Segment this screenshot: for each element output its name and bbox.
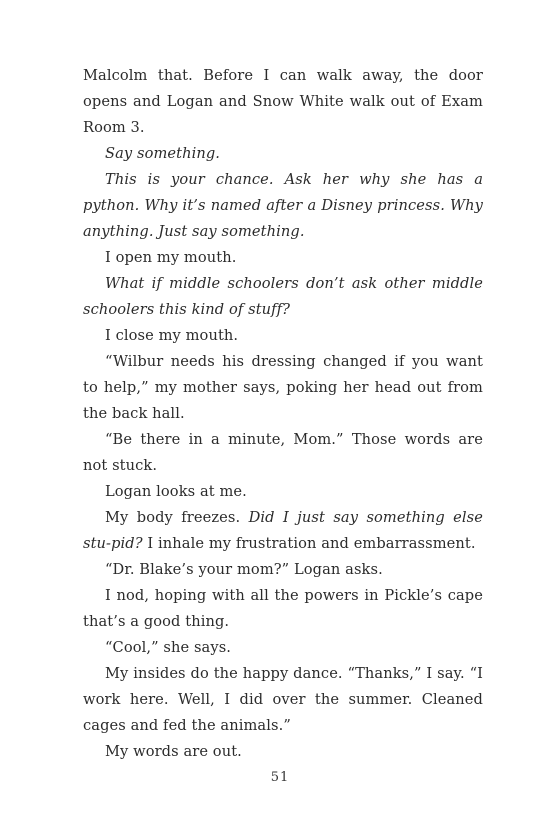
text-run: I nod, hoping with all the powers in Pickle’s cape that’s a good thing.	[83, 587, 483, 630]
text-run: I inhale my frustration and embarrassment.	[142, 535, 476, 552]
paragraph	[83, 635, 483, 661]
text-run: Malcolm that. Before I can walk away, the door opens and Logan and Snow White walk out of Exam Room 3.	[83, 67, 483, 136]
paragraph	[83, 167, 483, 245]
text-run: “Be there in a minute, Mom.” Those words are not stuck.	[83, 431, 483, 474]
paragraph	[83, 349, 483, 427]
text-run: “Wilbur needs his dressing changed if you want to help,” my mother says, poking her head out from the back hall.	[83, 353, 483, 422]
paragraph	[83, 271, 483, 323]
italic-text-run: Say something.	[105, 145, 221, 162]
text-run: I close my mouth.	[105, 327, 239, 344]
text-run: My words are out.	[105, 743, 242, 760]
italic-text-run: What if middle schoolers don’t ask other middle schoolers this kind of stuff?	[83, 275, 483, 318]
paragraph	[83, 557, 483, 583]
paragraph	[83, 427, 483, 479]
paragraph	[83, 63, 483, 141]
book-page-body	[83, 63, 483, 765]
page-number: 51	[270, 770, 290, 785]
paragraph	[83, 323, 483, 349]
italic-text-run: Did I just say something else stu-pid?	[83, 509, 483, 552]
paragraph	[83, 661, 483, 739]
paragraph	[83, 141, 483, 167]
text-run: “Dr. Blake’s your mom?” Logan asks.	[105, 561, 383, 578]
text-run: “Cool,” she says.	[105, 639, 232, 656]
paragraph	[83, 583, 483, 635]
text-run: My body freezes.	[105, 509, 249, 526]
text-run: Logan looks at me.	[105, 483, 247, 500]
paragraph	[83, 739, 483, 765]
paragraph	[83, 245, 483, 271]
italic-text-run: This is your chance. Ask her why she has a python. Why it’s named after a Disney princess. Why anything. Just say something.	[83, 171, 483, 240]
text-run: I open my mouth.	[105, 249, 237, 266]
paragraph	[83, 479, 483, 505]
paragraph	[83, 505, 483, 557]
text-run: My insides do the happy dance. “Thanks,” I say. “I work here. Well, I did over the summer. Cleaned cages and fed the animals.”	[83, 665, 483, 734]
